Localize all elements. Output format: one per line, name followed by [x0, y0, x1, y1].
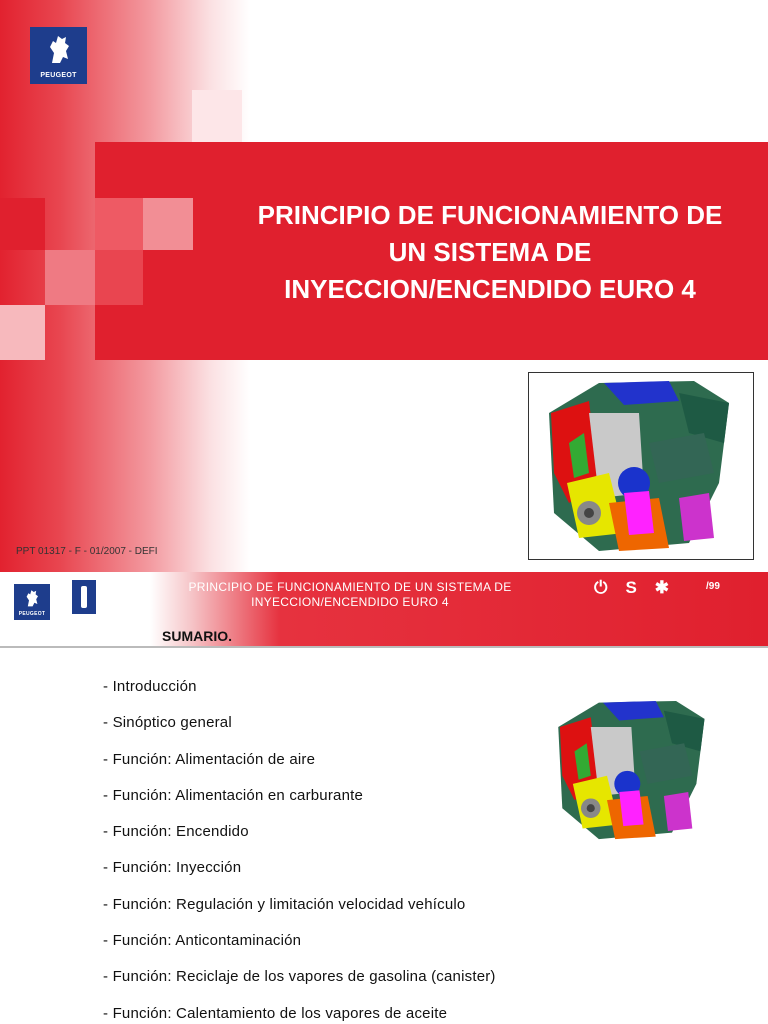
asterisk-icon[interactable]: ✱ — [654, 578, 670, 597]
lion-icon — [23, 588, 41, 608]
header-divider — [0, 646, 768, 648]
list-item: - Función: Inyección — [103, 859, 242, 877]
s-icon[interactable]: S — [625, 578, 637, 597]
header-title-line: PRINCIPIO DE FUNCIONAMIENTO DE UN SISTEMA DE — [188, 580, 512, 594]
page-count: /99 — [706, 581, 720, 592]
title-line: PRINCIPIO DE FUNCIONAMIENTO DE — [257, 200, 723, 230]
header-title-line: INYECCION/ENCENDIDO EURO 4 — [251, 595, 449, 609]
decor-square — [143, 198, 193, 250]
slide-header — [0, 572, 768, 646]
section-title: SUMARIO. — [162, 628, 232, 644]
list-item: - Función: Reciclaje de los vapores de gasolina (canister) — [103, 968, 496, 986]
header-title — [150, 580, 550, 610]
peugeot-logo — [14, 584, 50, 620]
decor-square — [95, 198, 143, 250]
slide-title — [210, 197, 768, 308]
document-reference: PPT 01317 - F - 01/2007 - DEFI — [16, 546, 158, 557]
summary-slide — [0, 572, 768, 1024]
list-item: - Función: Alimentación en carburante — [103, 786, 364, 804]
brand-name: PEUGEOT — [40, 72, 77, 79]
title-line: UN SISTEMA DE — [388, 237, 592, 267]
lion-icon — [44, 33, 74, 65]
manual-icon — [72, 580, 96, 614]
list-item: - Función: Encendido — [103, 823, 249, 841]
peugeot-logo — [30, 27, 87, 84]
decor-square — [0, 305, 45, 360]
engine-image-frame — [528, 372, 754, 560]
list-item: - Introducción — [103, 678, 197, 695]
summary-list — [103, 678, 496, 1024]
brand-name: PEUGEOT — [18, 611, 46, 617]
decor-square — [95, 250, 143, 305]
decor-square — [45, 250, 95, 305]
list-item: - Función: Anticontaminación — [103, 932, 302, 950]
list-item: - Función: Regulación y limitación velocidad vehículo — [103, 895, 466, 913]
title-line: INYECCION/ENCENDIDO EURO 4 — [284, 274, 696, 304]
header-nav-icons — [594, 578, 669, 598]
engine-image — [542, 680, 724, 860]
power-icon[interactable]: ⏻ — [594, 578, 608, 597]
list-item: - Función: Alimentación de aire — [103, 750, 316, 768]
list-item: - Sinóptico general — [103, 714, 232, 732]
decor-square — [0, 198, 45, 250]
decor-square — [192, 90, 242, 142]
engine-image — [529, 373, 753, 559]
list-item: - Función: Calentamiento de los vapores de aceite — [103, 1004, 448, 1022]
